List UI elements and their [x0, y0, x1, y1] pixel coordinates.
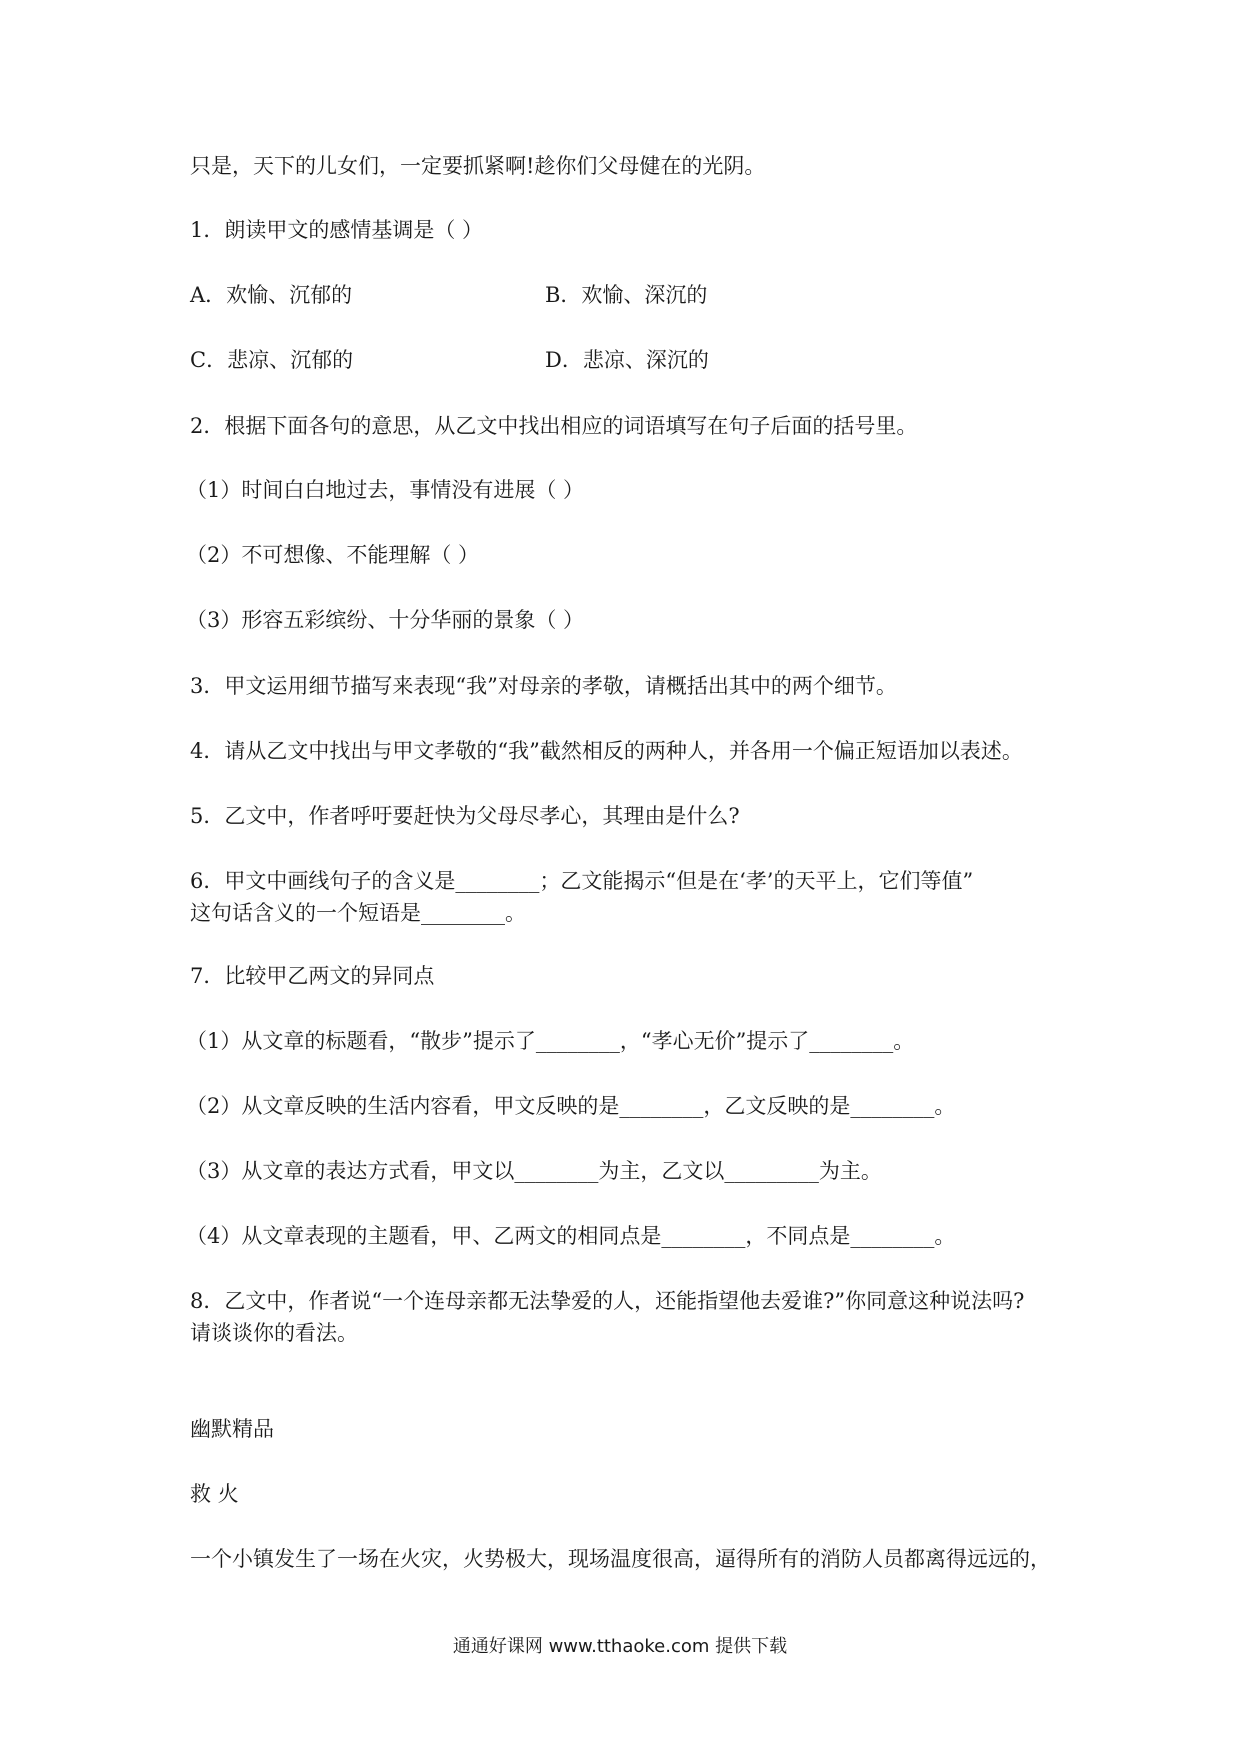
question-7-item-1: （1）从文章的标题看，“散步”提示了________，“孝心无价”提示了________。	[186, 1029, 915, 1053]
question-7-item-2: （2）从文章反映的生活内容看，甲文反映的是________，乙文反映的是________。	[186, 1094, 956, 1118]
question-8-line-2: 请谈谈你的看法。	[190, 1321, 358, 1345]
humor-title: 救 火	[190, 1482, 239, 1506]
question-2-stem: 2．根据下面各句的意思，从乙文中找出相应的词语填写在句子后面的括号里。	[190, 414, 918, 438]
question-7-item-3: （3）从文章的表达方式看，甲文以________为主，乙文以_________为主。	[186, 1159, 882, 1183]
page-footer: 通通好课网 www.tthaoke.com 提供下载	[452, 1636, 788, 1657]
question-2-item-2: （2）不可想像、不能理解（ ）	[186, 543, 480, 567]
humor-heading: 幽默精品	[190, 1417, 274, 1441]
question-6-line-2: 这句话含义的一个短语是________。	[190, 901, 526, 925]
question-8-line-1: 8．乙文中，作者说“一个连母亲都无法挚爱的人，还能指望他去爱谁?”你同意这种说法吗?	[190, 1289, 1025, 1313]
intro-line: 只是，天下的儿女们，一定要抓紧啊!趁你们父母健在的光阴。	[190, 154, 766, 178]
question-2-item-1: （1）时间白白地过去，事情没有进展（ ）	[186, 478, 585, 502]
question-7-stem: 7．比较甲乙两文的异同点	[190, 964, 435, 988]
question-4: 4．请从乙文中找出与甲文孝敬的“我”截然相反的两种人，并各用一个偏正短语加以表述。	[190, 739, 1023, 763]
question-1-option-d: D．悲凉、深沉的	[545, 348, 709, 372]
question-7-item-4: （4）从文章表现的主题看，甲、乙两文的相同点是________，不同点是________。	[186, 1224, 956, 1248]
question-1-option-a: A．欢愉、沉郁的	[190, 283, 353, 307]
question-5: 5．乙文中，作者呼吁要赶快为父母尽孝心，其理由是什么?	[190, 804, 740, 828]
question-3: 3．甲文运用细节描写来表现“我”对母亲的孝敬，请概括出其中的两个细节。	[190, 674, 897, 698]
question-6-line-1: 6．甲文中画线句子的含义是________；乙文能揭示“但是在‘孝’的天平上，它们等值”	[190, 869, 974, 893]
question-1-option-c: C．悲凉、沉郁的	[190, 348, 354, 372]
question-1-option-b: B．欢愉、深沉的	[545, 283, 708, 307]
question-2-item-3: （3）形容五彩缤纷、十分华丽的景象（ ）	[186, 608, 585, 632]
humor-first-line: 一个小镇发生了一场在火灾，火势极大，现场温度很高，逼得所有的消防人员都离得远远的，	[190, 1547, 1051, 1571]
question-1-stem: 1．朗读甲文的感情基调是（ ）	[190, 218, 484, 242]
